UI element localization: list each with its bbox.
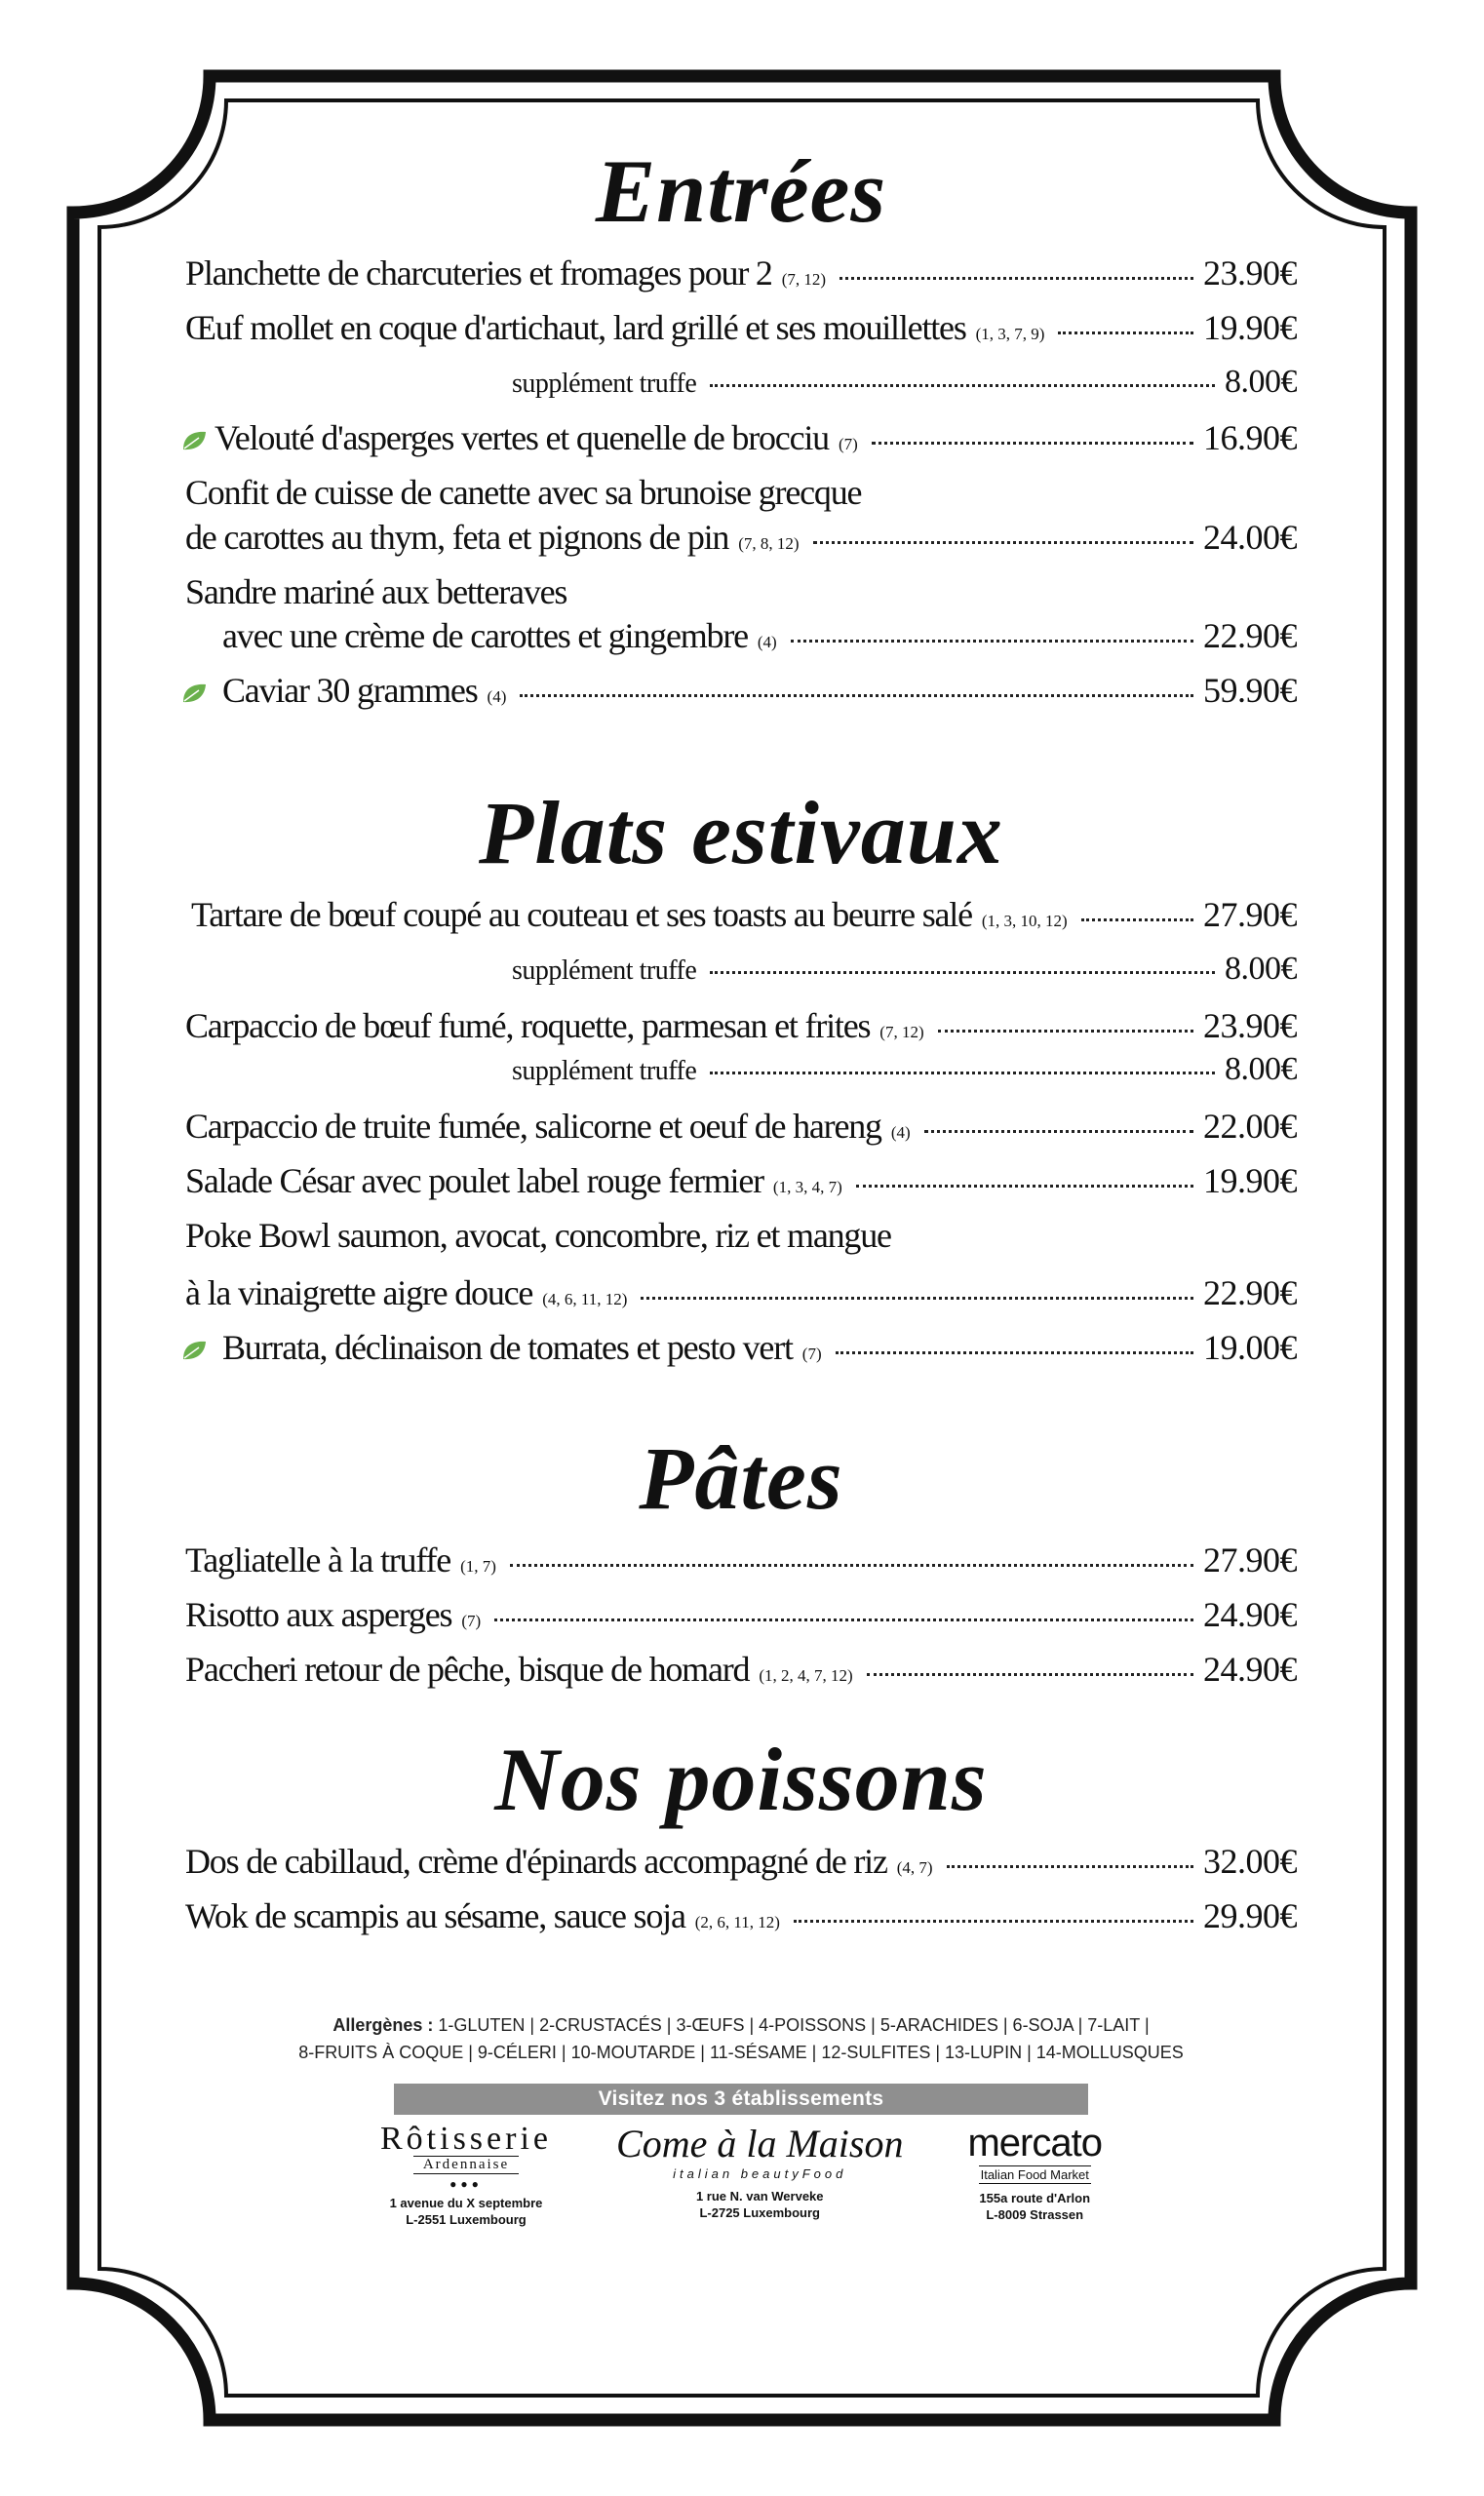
leader-dots: [510, 1564, 1193, 1567]
restaurant-logo-name: mercato: [967, 2122, 1102, 2164]
item-name: Tagliatelle à la truffe: [185, 1540, 451, 1580]
item-price: 29.90€: [1203, 1896, 1297, 1936]
restaurant-address-2: L-2725 Luxembourg: [699, 2205, 820, 2220]
item-name: Burrata, déclinaison de tomates et pesto vert: [222, 1328, 793, 1368]
menu-item: [185, 1649, 1297, 1689]
leader-dots: [494, 1618, 1193, 1621]
item-allergens: (4, 7): [896, 1858, 933, 1878]
item-price: 27.90€: [1203, 895, 1297, 935]
item-allergens: (7, 8, 12): [738, 533, 800, 553]
menu-item: [185, 1160, 1297, 1200]
item-price: 24.90€: [1203, 1594, 1297, 1634]
item-allergens: (2, 6, 11, 12): [694, 1913, 780, 1932]
item-allergens: (7): [461, 1611, 482, 1630]
leaf-icon: [181, 682, 207, 704]
menu-item: [185, 307, 1297, 347]
restaurant-logo-subtitle: Italian Food Market: [980, 2167, 1089, 2182]
item-price: 8.00€: [1225, 950, 1297, 987]
allergens-list-2: 8-FRUITS À COQUE | 9-CÉLERI | 10-MOUTARDE | 11-SÉSAME | 12-SULFITES | 13-LUPIN | 14-MOLLUSQUES: [298, 2043, 1184, 2062]
item-price: 8.00€: [1225, 1051, 1297, 1088]
menu-item: [185, 1594, 1297, 1634]
item-name: Wok de scampis au sésame, sauce soja: [185, 1896, 685, 1936]
item-price: 19.90€: [1203, 1160, 1297, 1200]
item-name: de carottes au thym, feta et pignons de pin: [185, 517, 729, 557]
section-title-plats-estivaux: Plats estivaux: [479, 783, 1003, 883]
menu-item: [185, 1542, 1297, 1580]
restaurant-address-1: 1 rue N. van Werveke: [695, 2189, 824, 2204]
item-price: 8.00€: [1225, 363, 1297, 400]
section-title-nos-poissons: Nos poissons: [494, 1730, 988, 1830]
allergens-label: Allergènes :: [332, 2015, 434, 2035]
allergens-list-1: 1-GLUTEN | 2-CRUSTACÉS | 3-ŒUFS | 4-POISSONS | 5-ARACHIDES | 6-SOJA | 7-LAIT |: [438, 2015, 1150, 2035]
menu-item-vegetarian: [185, 1330, 1297, 1367]
item-price: 16.90€: [1203, 418, 1297, 458]
leader-dots: [856, 1185, 1193, 1188]
item-name: Carpaccio de bœuf fumé, roquette, parmesan et frites: [185, 1005, 871, 1045]
item-name: Caviar 30 grammes: [222, 671, 478, 711]
menu-item: [185, 897, 1297, 934]
menu-item-supplement: [512, 1052, 1297, 1087]
item-name: Paccheri retour de pêche, bisque de homard: [185, 1649, 750, 1689]
leaf-icon: [181, 430, 207, 451]
restaurant-logo-decor: ●●●: [449, 2177, 483, 2191]
menu-item-vegetarian: [185, 673, 1297, 710]
item-allergens: (4): [890, 1123, 911, 1143]
leader-dots: [867, 1673, 1193, 1676]
item-name: Œuf mollet en coque d'artichaut, lard grillé et ses mouillettes: [185, 307, 966, 347]
item-name-line1: Poke Bowl saumon, avocat, concombre, riz et mangue: [185, 1215, 891, 1255]
leader-dots: [710, 384, 1215, 387]
restaurant-address-1: 1 avenue du X septembre: [389, 2196, 543, 2210]
menu-item: [185, 618, 1297, 655]
allergens-note: [185, 2011, 1297, 2066]
restaurant-logo-name: Rôtisserie: [380, 2121, 552, 2157]
item-price: 19.00€: [1203, 1328, 1297, 1368]
leader-dots: [710, 1072, 1215, 1074]
item-name: Carpaccio de truite fumée, salicorne et oeuf de hareng: [185, 1107, 881, 1147]
item-allergens: (4): [757, 633, 777, 652]
restaurants-row: [380, 2123, 1102, 2228]
restaurant-logo-subtitle: italian beautyFood: [673, 2166, 847, 2181]
item-name: supplément truffe: [512, 368, 697, 399]
leader-dots: [840, 277, 1193, 280]
item-name: à la vinaigrette aigre douce: [185, 1273, 533, 1313]
restaurant-mercato: [967, 2123, 1102, 2228]
item-allergens: (4, 6, 11, 12): [542, 1290, 628, 1309]
allergens-line1: [185, 2011, 1297, 2039]
leader-dots: [1058, 332, 1193, 334]
item-name: Salade César avec poulet label rouge fermier: [185, 1160, 763, 1200]
menu-item-vegetarian: [185, 420, 1297, 457]
item-price: 24.00€: [1203, 517, 1297, 557]
menu-item: [185, 1898, 1297, 1935]
menu-item: [185, 1005, 1297, 1045]
leader-dots: [641, 1297, 1193, 1300]
item-name-line1: Confit de cuisse de canette avec sa brunoise grecque: [185, 473, 862, 513]
item-name: Velouté d'asperges vertes et quenelle de brocciu: [215, 418, 829, 458]
restaurant-address-2: L-2551 Luxembourg: [406, 2212, 527, 2227]
section-title-pates: Pâtes: [639, 1428, 843, 1529]
leader-dots: [924, 1130, 1193, 1133]
restaurant-come-a-la-maison: [616, 2123, 903, 2228]
leader-dots: [1081, 918, 1193, 921]
menu-item-supplement: [512, 952, 1297, 987]
item-name: Risotto aux asperges: [185, 1594, 452, 1634]
item-allergens: (1, 3, 4, 7): [772, 1177, 842, 1196]
item-allergens: (7, 12): [879, 1022, 924, 1041]
menu-item: [185, 1844, 1297, 1881]
item-name: supplément truffe: [512, 1056, 697, 1087]
item-price: 19.90€: [1203, 307, 1297, 347]
leader-dots: [710, 971, 1215, 974]
item-name-line1: Sandre mariné aux betteraves: [185, 571, 567, 611]
menu-item: [185, 1109, 1297, 1146]
item-name: supplément truffe: [512, 955, 697, 986]
leader-dots: [813, 541, 1193, 544]
menu-item: [185, 255, 1297, 292]
menu-page: [185, 141, 1297, 2228]
item-allergens: (1, 3, 7, 9): [975, 324, 1045, 343]
restaurant-rotisserie: [380, 2123, 552, 2228]
menu-item-supplement: [512, 365, 1297, 400]
item-name: Dos de cabillaud, crème d'épinards accompagné de riz: [185, 1842, 887, 1882]
leader-dots: [947, 1865, 1193, 1868]
item-name: Planchette de charcuteries et fromages pour 2: [185, 254, 772, 292]
item-allergens: (1, 7): [460, 1557, 496, 1577]
leader-dots: [938, 1030, 1193, 1033]
item-name: avec une crème de carottes et gingembre: [222, 616, 748, 656]
item-name: Tartare de bœuf coupé au couteau et ses toasts au beurre salé: [191, 895, 972, 935]
item-allergens: (1, 3, 10, 12): [981, 912, 1068, 931]
leader-dots: [872, 442, 1193, 445]
restaurant-logo-name: Come à la Maison: [616, 2122, 904, 2165]
restaurant-address-1: 155a route d'Arlon: [979, 2191, 1091, 2205]
item-price: 23.90€: [1203, 1005, 1297, 1045]
leaf-icon: [181, 1340, 207, 1361]
item-allergens: (7): [801, 1345, 822, 1364]
visit-banner: Visitez nos 3 établissements: [394, 2084, 1088, 2115]
leader-dots: [836, 1351, 1193, 1354]
menu-item: [185, 517, 1297, 557]
item-price: 24.90€: [1203, 1649, 1297, 1689]
item-price: 32.00€: [1203, 1842, 1297, 1882]
leader-dots: [520, 694, 1193, 697]
item-price: 59.90€: [1203, 671, 1297, 711]
item-price: 22.00€: [1203, 1107, 1297, 1147]
menu-item: [185, 1275, 1297, 1312]
item-allergens: (1, 2, 4, 7, 12): [759, 1665, 853, 1685]
item-price: 23.90€: [1203, 254, 1297, 292]
section-title-entrees: Entrées: [595, 141, 887, 241]
leader-dots: [794, 1920, 1193, 1923]
item-allergens: (7, 12): [781, 270, 827, 289]
restaurant-logo-subtitle: Ardennaise: [413, 2156, 519, 2174]
restaurant-address-2: L-8009 Strassen: [986, 2207, 1084, 2222]
item-price: 27.90€: [1203, 1540, 1297, 1580]
item-allergens: (7): [838, 435, 858, 454]
item-allergens: (4): [487, 687, 507, 707]
item-price: 22.90€: [1203, 616, 1297, 656]
leader-dots: [791, 640, 1193, 643]
item-price: 22.90€: [1203, 1273, 1297, 1313]
